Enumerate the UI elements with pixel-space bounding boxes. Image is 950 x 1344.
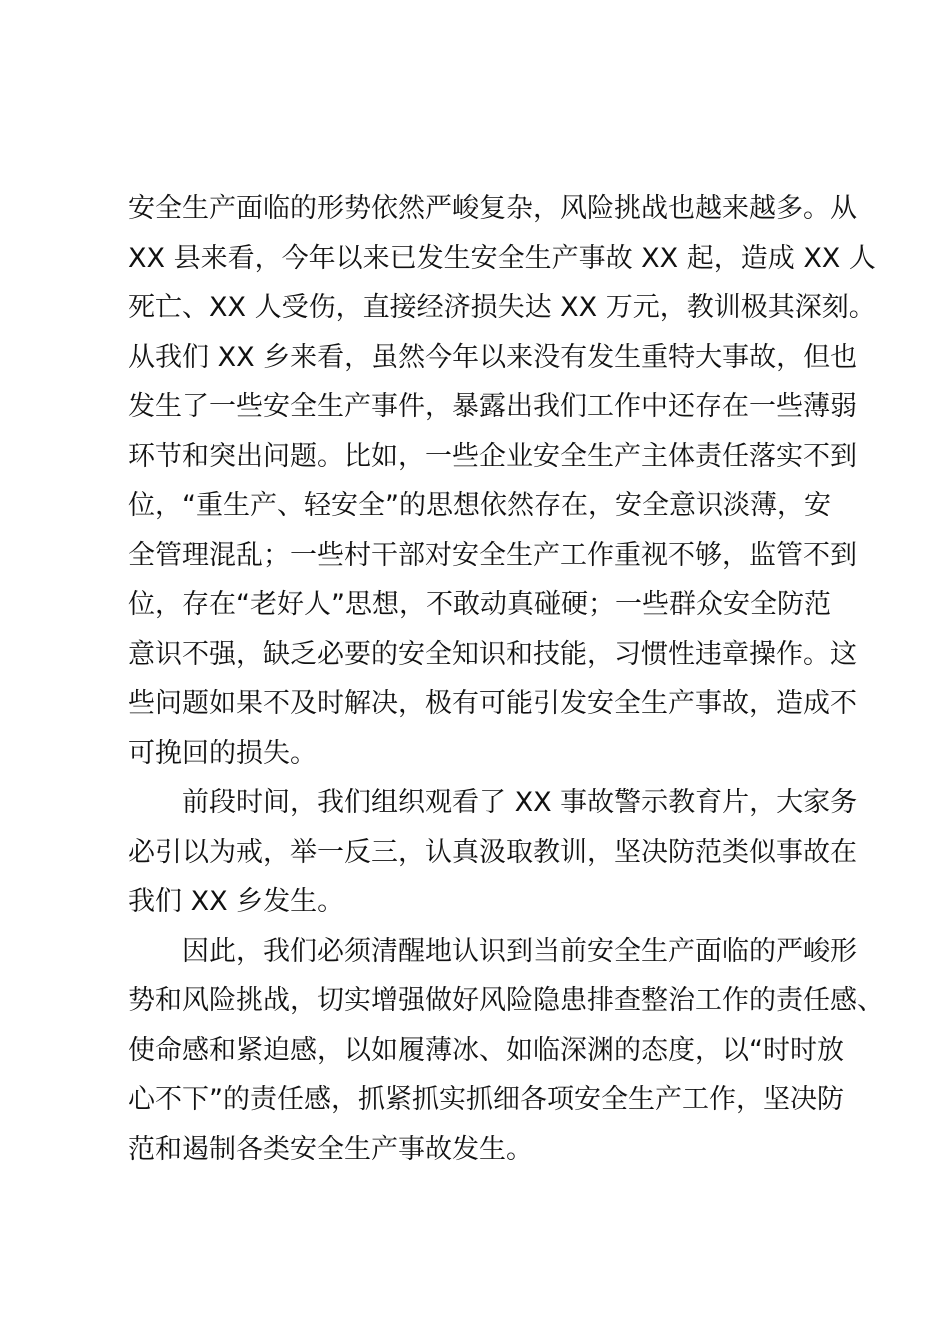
text-line: 必引以为戒，举一反三，认真汲取教训，坚决防范类似事故在 [128, 836, 857, 868]
text-line: 前段时间，我们组织观看了 XX 事故警示教育片，大家务 [182, 787, 858, 818]
text-line: 范和遏制各类安全生产事故发生。 [128, 1133, 533, 1165]
paragraph-2 [128, 778, 858, 927]
text-line: 全管理混乱；一些村干部对安全生产工作重视不够，监管不到 [128, 539, 857, 571]
document-body [128, 184, 884, 1174]
text-line: 些问题如果不及时解决，极有可能引发安全生产事故，造成不 [128, 688, 857, 719]
text-line: 使命感和紧迫感，以如履薄冰、如临深渊的态度，以“时时放 [128, 1034, 844, 1066]
text-line: 因此，我们必须清醒地认识到当前安全生产面临的严峻形 [182, 935, 857, 967]
text-line: 意识不强，缺乏必要的安全知识和技能，习惯性违章操作。这 [128, 638, 857, 670]
text-line: 死亡、XX 人受伤，直接经济损失达 XX 万元，教训极其深刻。 [128, 292, 876, 323]
text-line: 安全生产面临的形势依然严峻复杂，风险挑战也越来越多。从 [128, 193, 857, 224]
text-line: XX 县来看，今年以来已发生安全生产事故 XX 起，造成 XX 人 [128, 242, 876, 274]
text-line: 我们 XX 乡发生。 [128, 886, 345, 917]
text-line: 发生了一些安全生产事件，暴露出我们工作中还存在一些薄弱 [128, 391, 857, 422]
paragraph-3 [128, 927, 884, 1175]
text-line: 从我们 XX 乡来看，虽然今年以来没有发生重特大事故，但也 [128, 341, 858, 373]
paragraph-1 [128, 184, 876, 778]
text-line: 可挽回的损失。 [128, 737, 317, 769]
text-line: 环节和突出问题。比如，一些企业安全生产主体责任落实不到 [128, 440, 857, 472]
text-line: 位，存在“老好人”思想，不敢动真碰硬；一些群众安全防范 [128, 589, 831, 620]
text-line: 位，“重生产、轻安全”的思想依然存在，安全意识淡薄，安 [128, 490, 831, 521]
text-line: 势和风险挑战，切实增强做好风险隐患排查整治工作的责任感、 [128, 985, 884, 1016]
text-line: 心不下”的责任感，抓紧抓实抓细各项安全生产工作，坚决防 [128, 1084, 844, 1115]
